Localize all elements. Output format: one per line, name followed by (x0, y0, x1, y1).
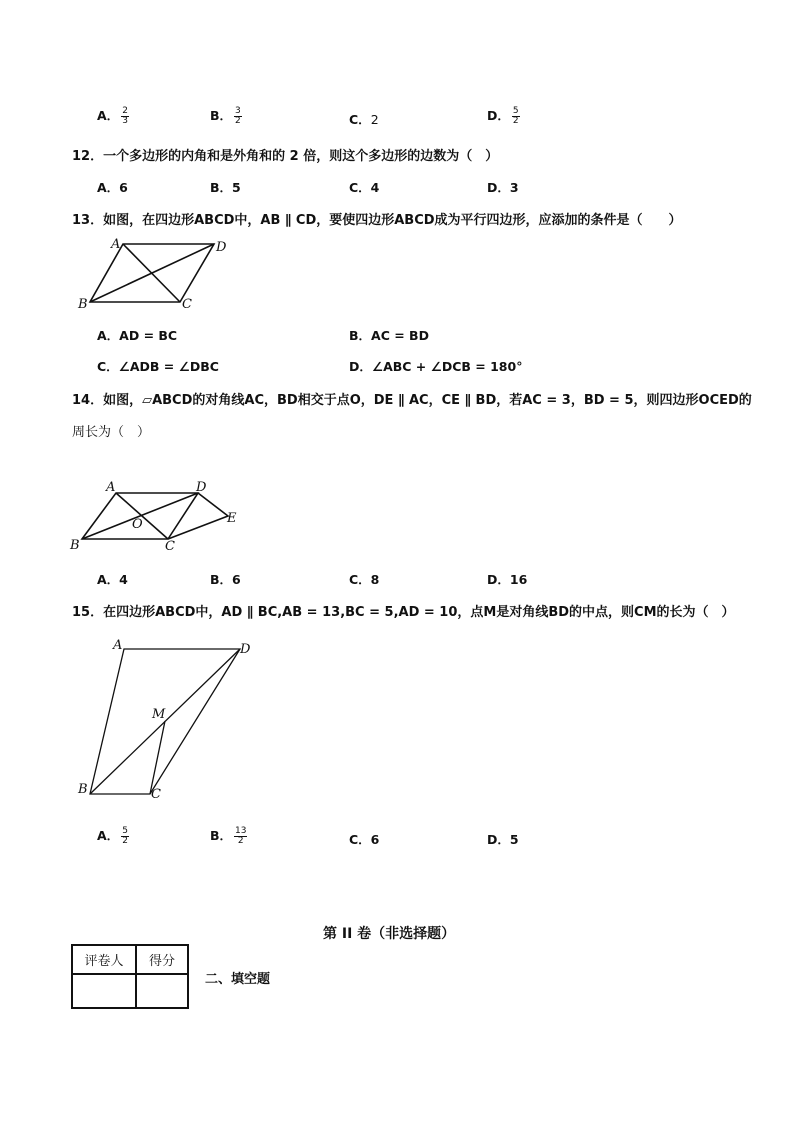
diagonal-bd (90, 244, 214, 302)
vertex-label: B (78, 782, 88, 797)
question-15 (72, 601, 735, 620)
question-number: 14． (72, 393, 104, 408)
question-13 (72, 209, 682, 228)
q15-option-c: C．6 (349, 832, 380, 847)
question-text: 在四边形ABCD中，AD ∥ BC,AB = 13,BC = 5,AD = 10，点M是对角线BD的中点，则CM的长为（ ） (103, 605, 735, 620)
q12-option-a: A．6 (97, 180, 128, 195)
q14-option-b: B．6 (210, 572, 241, 587)
table-header-grader: 评卷人 (72, 945, 136, 974)
q12-option-c: C．4 (349, 180, 380, 195)
q13-figure (76, 234, 236, 310)
q11-option-a: A． $\frac{2}{3}$ (97, 106, 128, 126)
q15-figure (72, 636, 272, 806)
vertex-label: A (106, 480, 116, 495)
fraction: $\frac{3}{2}$ (235, 106, 241, 126)
q14-figure (66, 476, 246, 556)
grader-score-table (71, 944, 189, 1009)
question-text: 如图，在四边形ABCD中，AB ∥ CD，要使四边形ABCD成为平行四边形，应添加的条件是（ ） (103, 213, 682, 228)
vertex-label: D (196, 480, 207, 495)
q13-option-a: A．AD = BC (97, 328, 178, 343)
fraction: $\frac{5}{2}$ (512, 106, 519, 126)
vertex-label: D (216, 240, 227, 255)
q13-option-d: D．∠ABC + ∠DCB = 180° (349, 359, 523, 374)
vertex-label: O (132, 517, 143, 532)
question-text: 如图，▱ABCD的对角线AC，BD相交于点O，DE ∥ AC，CE ∥ BD，若AC = 3，BD = 5，则四边形OCED的 (103, 393, 752, 408)
vertex-label: C (182, 297, 192, 310)
vertex-label: A (111, 237, 121, 252)
q13-option-b: B．AC = BD (349, 328, 429, 343)
fraction: $\frac{13}{2}$ (235, 826, 247, 846)
question-14-line2: 周长为（ ） (72, 425, 151, 440)
q11-option-c: C．2 (349, 112, 379, 127)
q13-option-c: C．∠ADB = ∠DBC (97, 359, 219, 374)
vertex-label: B (70, 538, 80, 553)
q12-option-d: D．3 (487, 180, 519, 195)
fraction: $\frac{2}{3}$ (122, 106, 128, 126)
vertex-label: C (151, 787, 161, 802)
question-text: 一个多边形的内角和是外角和的 2 倍，则这个多边形的边数为（ ） (103, 149, 499, 164)
table-cell-grader (72, 974, 136, 1008)
q15-option-d: D．5 (487, 832, 519, 847)
q15-option-b: B． $\frac{13}{2}$ (210, 826, 247, 846)
q14-option-d: D．16 (487, 572, 528, 587)
fraction: $\frac{5}{2}$ (122, 826, 128, 846)
question-12 (72, 145, 498, 164)
question-number: 12． (72, 149, 104, 164)
q12-option-b: B．5 (210, 180, 241, 195)
q11-option-d: D． $\frac{5}{2}$ (487, 106, 519, 126)
q14-option-a: A．4 (97, 572, 128, 587)
question-number: 13． (72, 213, 104, 228)
q14-option-c: C．8 (349, 572, 380, 587)
vertex-label: E (227, 511, 237, 526)
vertex-label: A (113, 638, 123, 653)
question-number: 15． (72, 605, 104, 620)
vertex-label: M (152, 707, 166, 722)
vertex-label: D (240, 642, 251, 657)
q11-option-b: B． $\frac{3}{2}$ (210, 106, 241, 126)
table-cell-score (136, 974, 188, 1008)
table-header-score: 得分 (136, 945, 188, 974)
vertex-label: B (78, 297, 88, 310)
section-title: 第 II 卷（非选择题） (323, 926, 456, 942)
vertex-label: C (165, 539, 175, 554)
question-14 (72, 389, 752, 408)
section-heading: 二、填空题 (205, 972, 271, 987)
q15-option-a: A． $\frac{5}{2}$ (97, 826, 128, 846)
segments-de-ce (168, 493, 228, 539)
